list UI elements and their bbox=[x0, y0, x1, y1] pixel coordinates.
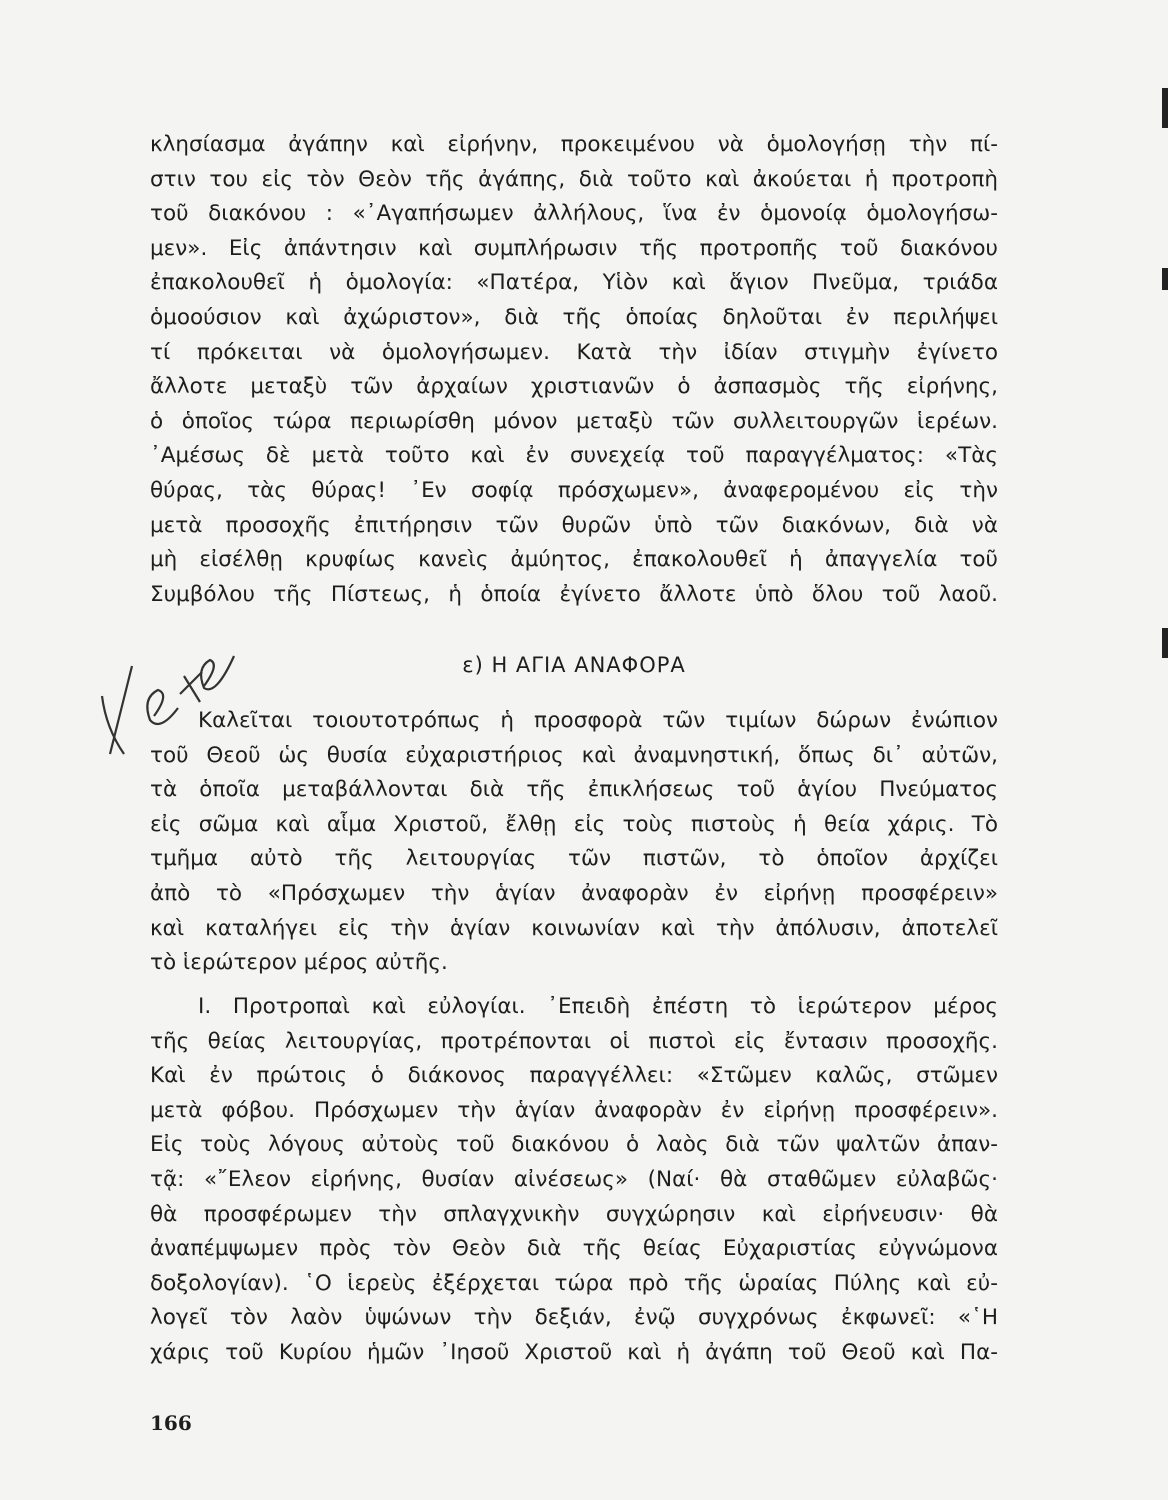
text-line: μὴ εἰσέλθῃ κρυφίως κανεὶς ἀμύητος, ἐπακολουθεῖ ἡ ἀπαγγελία τοῦ bbox=[150, 547, 998, 573]
scan-edge-mark bbox=[1162, 268, 1168, 290]
text-line: τοῦ Θεοῦ ὡς θυσία εὐχαριστήριος καὶ ἀναμνηστική, ὅπως δι᾽ αὐτῶν, bbox=[150, 742, 998, 768]
text-line: τοῦ διακόνου : «᾽Αγαπήσωμεν ἀλλήλους, ἵνα ἐν ὁμονοίᾳ ὁμολογήσω- bbox=[150, 201, 998, 227]
text-line: εἰς σῶμα καὶ αἷμα Χριστοῦ, ἔλθῃ εἰς τοὺς πιστοὺς ἡ θεία χάρις. Τὸ bbox=[150, 811, 998, 837]
text-line: ᾽Αμέσως δὲ μετὰ τοῦτο καὶ ἐν συνεχείᾳ τοῦ παραγγέλματος: «Τὰς bbox=[150, 443, 998, 469]
text-line: τὰ ὁποῖα μεταβάλλονται διὰ τῆς ἐπικλήσεως τοῦ ἁγίου Πνεύματος bbox=[150, 777, 998, 803]
text-line: τὸ ἱερώτερον μέρος αὐτῆς. bbox=[150, 950, 448, 976]
text-line: ὁ ὁποῖος τώρα περιωρίσθη μόνον μεταξὺ τῶν συλλειτουργῶν ἱερέων. bbox=[150, 408, 998, 434]
text-line: ἀναπέμψωμεν πρὸς τὸν Θεὸν διὰ τῆς θείας Εὐχαριστίας εὐγνώμονα bbox=[150, 1236, 998, 1262]
text-line: ἀπὸ τὸ «Πρόσχωμεν τὴν ἁγίαν ἀναφορὰν ἐν εἰρήνῃ προσφέρειν» bbox=[150, 880, 998, 906]
text-line: θὰ προσφέρωμεν τὴν σπλαγχνικὴν συγχώρησιν καὶ εἰρήνευσιν· θὰ bbox=[150, 1201, 998, 1227]
text-line: δοξολογίαν). ῾Ο ἱερεὺς ἐξέρχεται τώρα πρὸ τῆς ὡραίας Πύλης καὶ εὐ- bbox=[150, 1270, 998, 1296]
text-line: κλησίασμα ἀγάπην καὶ εἰρήνην, προκειμένου νὰ ὁμολογήσῃ τὴν πί- bbox=[150, 132, 998, 157]
text-line: Συμβόλου τῆς Πίστεως, ἡ ὁποία ἐγίνετο ἄλλοτε ὑπὸ ὅλου τοῦ λαοῦ. bbox=[150, 581, 998, 607]
text-line: χάρις τοῦ Κυρίου ἡμῶν ᾽Ιησοῦ Χριστοῦ καὶ ἡ ἀγάπη τοῦ Θεοῦ καὶ Πα- bbox=[150, 1339, 998, 1365]
text-line: μετὰ φόβου. Πρόσχωμεν τὴν ἁγίαν ἀναφορὰν ἐν εἰρήνῃ προσφέρειν». bbox=[150, 1097, 998, 1123]
text-line: τᾷ: «῎Ελεον εἰρήνης, θυσίαν αἰνέσεως» (Ναί· θὰ σταθῶμεν εὐλαβῶς· bbox=[150, 1166, 998, 1192]
text-line: τί πρόκειται νὰ ὁμολογήσωμεν. Κατὰ τὴν ἰδίαν στιγμὴν ἐγίνετο bbox=[150, 339, 998, 365]
text-line: Καλεῖται τοιουτοτρόπως ἡ προσφορὰ τῶν τιμίων δώρων ἐνώπιον bbox=[198, 708, 998, 733]
text-line: θύρας, τὰς θύρας! ᾽Εν σοφίᾳ πρόσχωμεν», ἀναφερομένου εἰς τὴν bbox=[150, 477, 998, 503]
text-line: τμῆμα αὐτὸ τῆς λειτουργίας τῶν πιστῶν, τὸ ὁποῖον ἀρχίζει bbox=[150, 846, 998, 872]
page-number: 166 bbox=[150, 1411, 192, 1435]
text-line: λογεῖ τὸν λαὸν ὑψώνων τὴν δεξιάν, ἐνῷ συγχρόνως ἐκφωνεῖ: «῾Η bbox=[150, 1305, 998, 1331]
text-line: ὁμοούσιον καὶ ἀχώριστον», διὰ τῆς ὁποίας δηλοῦται ἐν περιλήψει bbox=[150, 304, 998, 330]
text-line: μετὰ προσοχῆς ἐπιτήρησιν τῶν θυρῶν ὑπὸ τῶν διακόνων, διὰ νὰ bbox=[150, 512, 998, 538]
paragraph-1 bbox=[150, 128, 998, 612]
scan-edge-mark bbox=[1162, 88, 1168, 128]
text-line: ἄλλοτε μεταξὺ τῶν ἀρχαίων χριστιανῶν ὁ ἀσπασμὸς τῆς εἰρήνης, bbox=[150, 374, 998, 400]
section-heading: ε) Η ΑΓΙΑ ΑΝΑΦΟΡΑ bbox=[462, 653, 686, 677]
text-line: Καὶ ἐν πρώτοις ὁ διάκονος παραγγέλλει: «Στῶμεν καλῶς, στῶμεν bbox=[150, 1063, 998, 1089]
scan-edge-mark bbox=[1162, 628, 1168, 658]
text-line: Ι. Προτροπαὶ καὶ εὐλογίαι. ᾽Επειδὴ ἐπέστη τὸ ἱερώτερον μέρος bbox=[198, 994, 998, 1019]
text-line: καὶ καταλήγει εἰς τὴν ἁγίαν κοινωνίαν καὶ τὴν ἀπόλυσιν, ἀποτελεῖ bbox=[150, 915, 998, 941]
text-line: Εἰς τοὺς λόγους αὐτοὺς τοῦ διακόνου ὁ λαὸς διὰ τῶν ψαλτῶν ἀπαν- bbox=[150, 1132, 998, 1158]
paragraph-2 bbox=[150, 704, 998, 981]
text-line: μεν». Εἰς ἀπάντησιν καὶ συμπλήρωσιν τῆς προτροπῆς τοῦ διακόνου bbox=[150, 235, 998, 261]
text-line: τῆς θείας λειτουργίας, προτρέπονται οἱ πιστοὶ εἰς ἔντασιν προσοχῆς. bbox=[150, 1028, 998, 1054]
text-line: στιν του εἰς τὸν Θεὸν τῆς ἀγάπης, διὰ τοῦτο καὶ ἀκούεται ἡ προτροπὴ bbox=[150, 166, 998, 192]
text-line: ἐπακολουθεῖ ἡ ὁμολογία: «Πατέρα, Υἱὸν καὶ ἅγιον Πνεῦμα, τριάδα bbox=[150, 270, 998, 296]
paragraph-3 bbox=[150, 990, 998, 1371]
